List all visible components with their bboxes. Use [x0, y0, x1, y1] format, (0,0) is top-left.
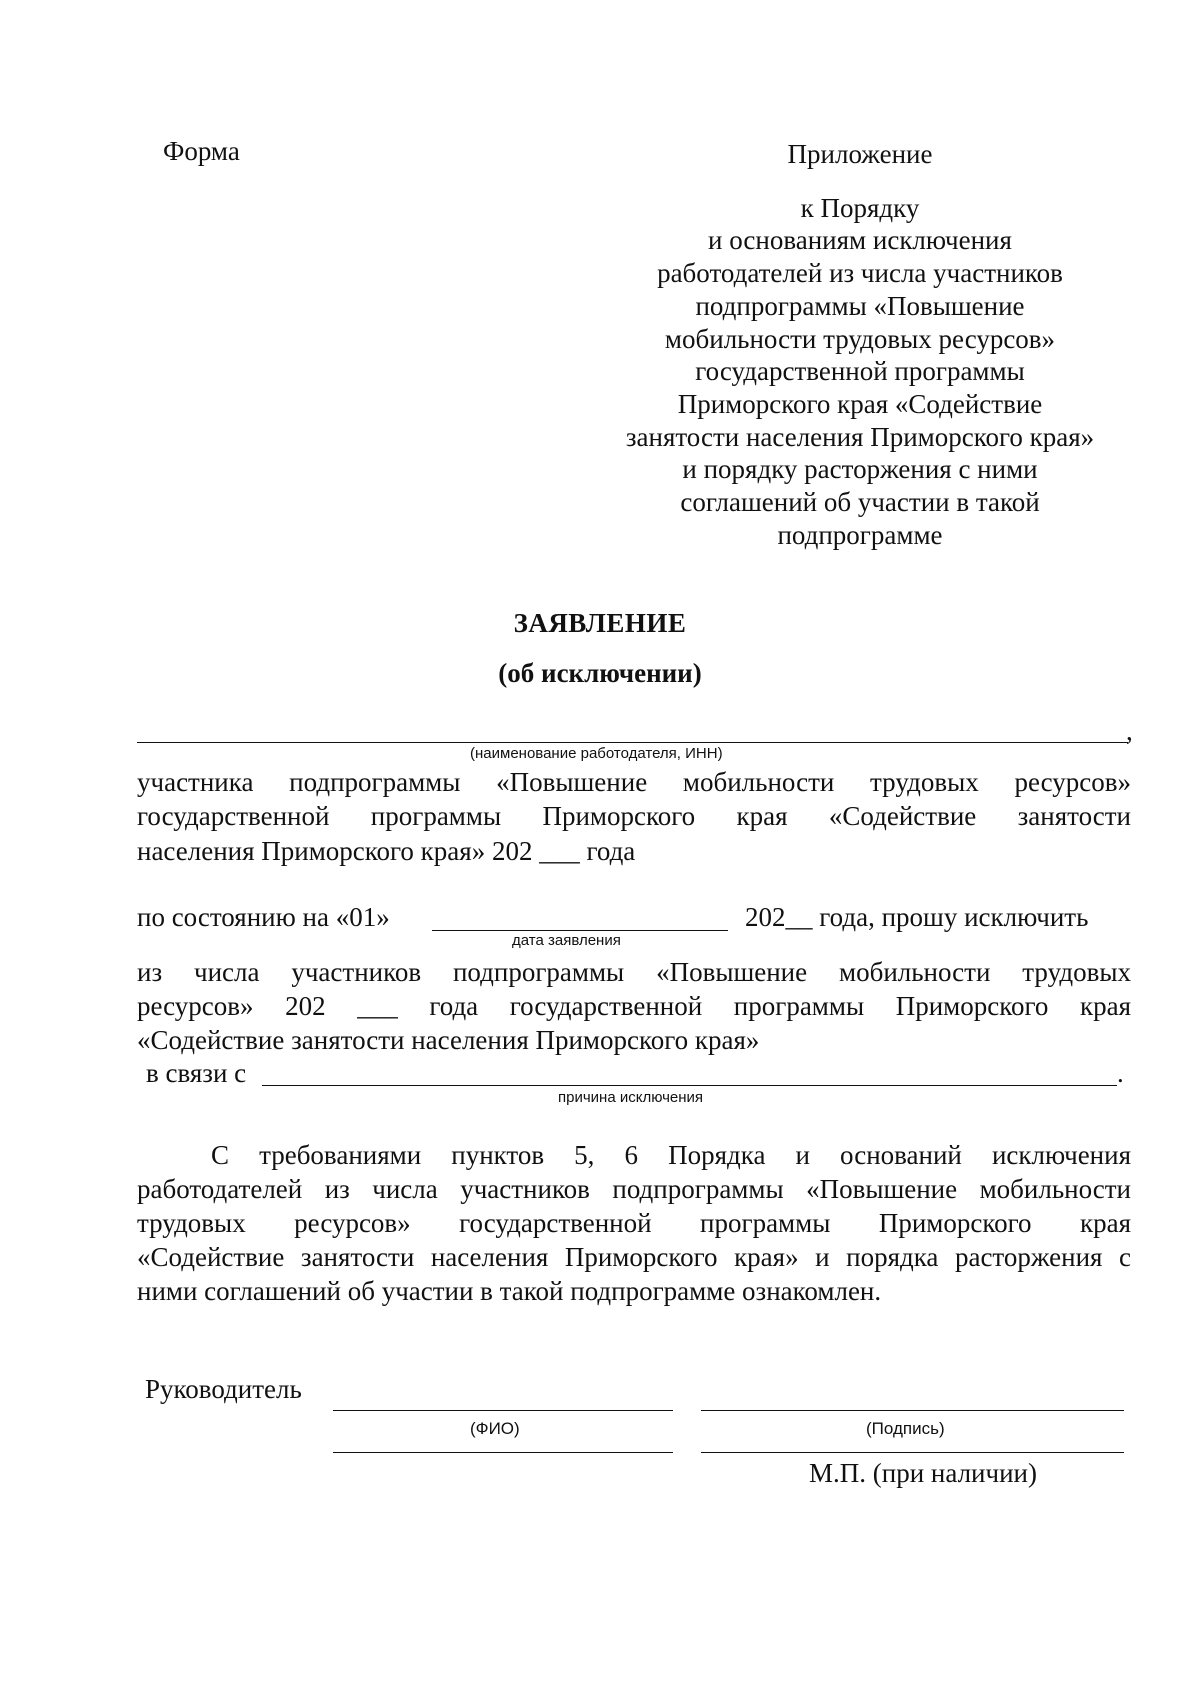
acknowledgement-line: «Содействие занятости населения Приморского края» и порядка расторжения с: [137, 1242, 1131, 1272]
appendix-block: [600, 138, 1120, 551]
reason-field[interactable]: [262, 1085, 1117, 1086]
appendix-line: и порядку расторжения с ними: [682, 454, 1038, 485]
request-date-suffix: 202__ года, прошу исключить: [745, 902, 1089, 932]
appendix-line: работодателей из числа участников: [657, 258, 1063, 289]
reason-prefix: в связи с: [146, 1058, 247, 1088]
appendix-line: к Порядку: [800, 192, 920, 223]
request-text-line: из числа участников подпрограммы «Повышение мобильности трудовых: [137, 957, 1131, 987]
appendix-title: Приложение: [787, 139, 933, 169]
appendix-line: государственной программы: [695, 356, 1025, 387]
document-title: ЗАЯВЛЕНИЕ: [513, 608, 687, 638]
employer-caption: (наименование работодателя, ИНН): [470, 745, 723, 762]
employer-name-field[interactable]: [137, 742, 1128, 743]
acknowledgement-line: трудовых ресурсов» государственной программы Приморского края: [137, 1208, 1131, 1238]
stamp-label: М.П. (при наличии): [809, 1458, 1037, 1488]
head-label: Руководитель: [145, 1374, 302, 1404]
reason-caption: причина исключения: [558, 1089, 704, 1106]
acknowledgement-line: ними соглашений об участии в такой подпрограмме ознакомлен.: [137, 1276, 882, 1306]
appendix-line: занятости населения Приморского края»: [625, 421, 1095, 452]
acknowledgement-line: С требованиями пунктов 5, 6 Порядка и оснований исключения: [211, 1140, 1131, 1170]
employer-comma: ,: [1126, 716, 1133, 746]
signature-caption: (Подпись): [866, 1419, 945, 1438]
appendix-line: Приморского края «Содействие: [677, 388, 1043, 419]
acknowledgement-line: работодателей из числа участников подпрограммы «Повышение мобильности: [137, 1174, 1131, 1204]
reason-end: .: [1117, 1058, 1124, 1088]
employer-text-line: государственной программы Приморского края «Содействие занятости: [137, 801, 1131, 831]
form-label: Форма: [163, 136, 240, 166]
appendix-line: и основаниям исключения: [708, 225, 1012, 256]
employer-text-line: населения Приморского края» 202 ___ года: [137, 836, 636, 866]
signature-second-line: [701, 1452, 1124, 1453]
signature-field[interactable]: [701, 1410, 1124, 1411]
appendix-line: соглашений об участии в такой: [680, 487, 1040, 518]
appendix-line: подпрограммы «Повышение: [695, 290, 1025, 321]
fio-field[interactable]: [333, 1410, 673, 1411]
request-text-line: ресурсов» 202 ___ года государственной программы Приморского края: [137, 991, 1131, 1021]
employer-text-line: участника подпрограммы «Повышение мобильности трудовых ресурсов»: [137, 767, 1131, 797]
appendix-line: мобильности трудовых ресурсов»: [664, 323, 1056, 354]
document-subtitle: (об исключении): [498, 658, 702, 688]
request-date-field[interactable]: [432, 930, 728, 931]
appendix-line: подпрограмме: [777, 519, 943, 550]
fio-second-line: [333, 1452, 673, 1453]
fio-caption: (ФИО): [470, 1419, 520, 1438]
request-text-line: «Содействие занятости населения Приморского края»: [137, 1025, 760, 1055]
request-date-prefix: по состоянию на «01»: [137, 902, 390, 932]
request-date-caption: дата заявления: [512, 932, 621, 949]
